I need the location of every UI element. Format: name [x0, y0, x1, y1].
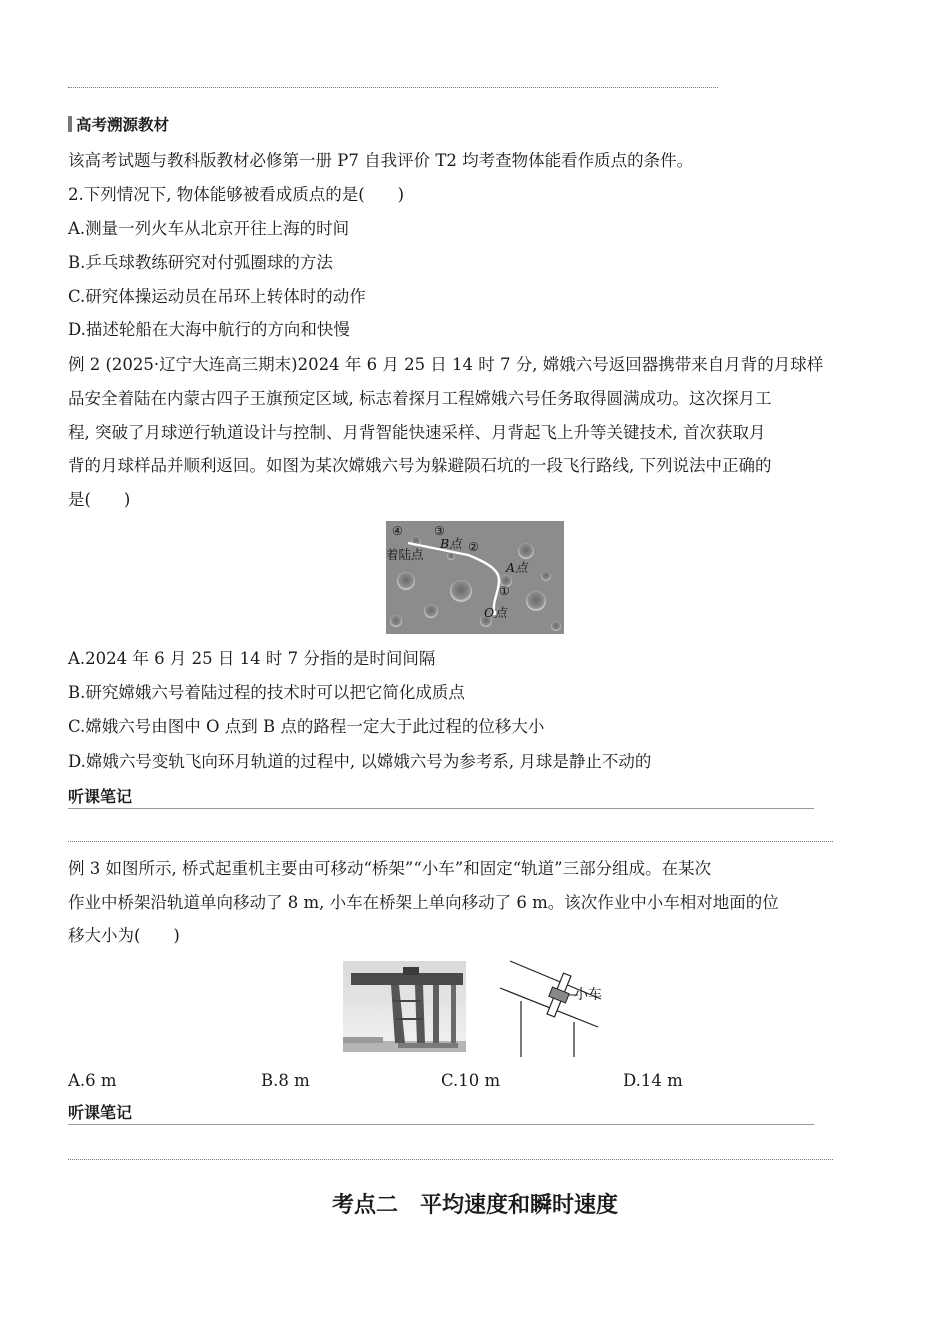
- label-landing: 着陆点: [386, 547, 424, 562]
- section-bar-icon: [68, 116, 72, 132]
- ex3-line-2: 作业中桥架沿轨道单向移动了 8 m, 小车在桥架上单向移动了 6 m。该次作业中小车相对地面的位: [68, 893, 779, 912]
- q2-option-d: D.描述轮船在大海中航行的方向和快慢: [68, 320, 350, 339]
- ex2-option-b: B.研究嫦娥六号着陆过程的技术时可以把它简化成质点: [68, 683, 465, 702]
- notes-label-2: 听课笔记: [68, 1103, 133, 1122]
- bridge-crane-photo: [343, 961, 466, 1052]
- label-3: ③: [434, 524, 445, 538]
- notes-label-1: 听课笔记: [68, 787, 133, 806]
- ex3-option-c: C.10 m: [441, 1071, 501, 1090]
- crane-diagram: [498, 957, 610, 1057]
- ex3-option-a: A.6 m: [68, 1071, 117, 1090]
- dotted-divider-1: [68, 841, 833, 842]
- trolley-label: 小车: [574, 987, 602, 1003]
- dotted-divider-top: [68, 87, 718, 88]
- label-b: B点: [440, 536, 462, 551]
- label-a: A点: [506, 560, 528, 575]
- label-2: ②: [468, 540, 479, 554]
- q2-option-b: B.乒乓球教练研究对付弧圈球的方法: [68, 253, 333, 272]
- ex2-line-4: 背的月球样品并顺利返回。如图为某次嫦娥六号为躲避陨石坑的一段飞行路线, 下列说法中正确的: [68, 456, 772, 475]
- ex3-option-b: B.8 m: [261, 1071, 310, 1090]
- ex3-line-1: 例 3 如图所示, 桥式起重机主要由可移动“桥架”“小车”和固定“轨道”三部分组成。在某次: [68, 859, 712, 878]
- lunar-flight-path-figure: [386, 521, 564, 634]
- notes-rule-2: [68, 1124, 814, 1125]
- ex2-line-1: 例 2 (2025·辽宁大连高三期末)2024 年 6 月 25 日 14 时 7 分, 嫦娥六号返回器携带来自月背的月球样: [68, 355, 824, 374]
- section-heading: 考点二 平均速度和瞬时速度: [331, 1193, 618, 1218]
- ex2-line-5: 是( ): [68, 490, 131, 509]
- ex2-line-2: 品安全着陆在内蒙古四子王旗预定区域, 标志着探月工程嫦娥六号任务取得圆满成功。这次探月工: [68, 389, 772, 408]
- section-title: 高考溯源教材: [68, 114, 169, 136]
- label-o: O点: [484, 605, 507, 620]
- q2-option-a: A.测量一列火车从北京开往上海的时间: [68, 219, 350, 238]
- q2-stem: 2.下列情况下, 物体能够被看成质点的是( ): [68, 185, 405, 204]
- dotted-divider-2: [68, 1159, 833, 1160]
- ex3-line-3: 移大小为( ): [68, 926, 180, 945]
- ex3-option-d: D.14 m: [623, 1071, 683, 1090]
- label-4: ④: [392, 524, 403, 538]
- ex2-option-c: C.嫦娥六号由图中 O 点到 B 点的路程一定大于此过程的位移大小: [68, 717, 545, 736]
- source-note: 该高考试题与教科版教材必修第一册 P7 自我评价 T2 均考查物体能看作质点的条件。: [68, 151, 694, 170]
- ex2-option-d: D.嫦娥六号变轨飞向环月轨道的过程中, 以嫦娥六号为参考系, 月球是静止不动的: [68, 752, 652, 771]
- ex2-line-3: 程, 突破了月球逆行轨道设计与控制、月背智能快速采样、月背起飞上升等关键技术, 首次获取月: [68, 423, 766, 442]
- label-1: ①: [499, 584, 510, 598]
- ex2-option-a: A.2024 年 6 月 25 日 14 时 7 分指的是时间间隔: [68, 649, 436, 668]
- q2-option-c: C.研究体操运动员在吊环上转体时的动作: [68, 287, 366, 306]
- notes-rule-1: [68, 808, 814, 809]
